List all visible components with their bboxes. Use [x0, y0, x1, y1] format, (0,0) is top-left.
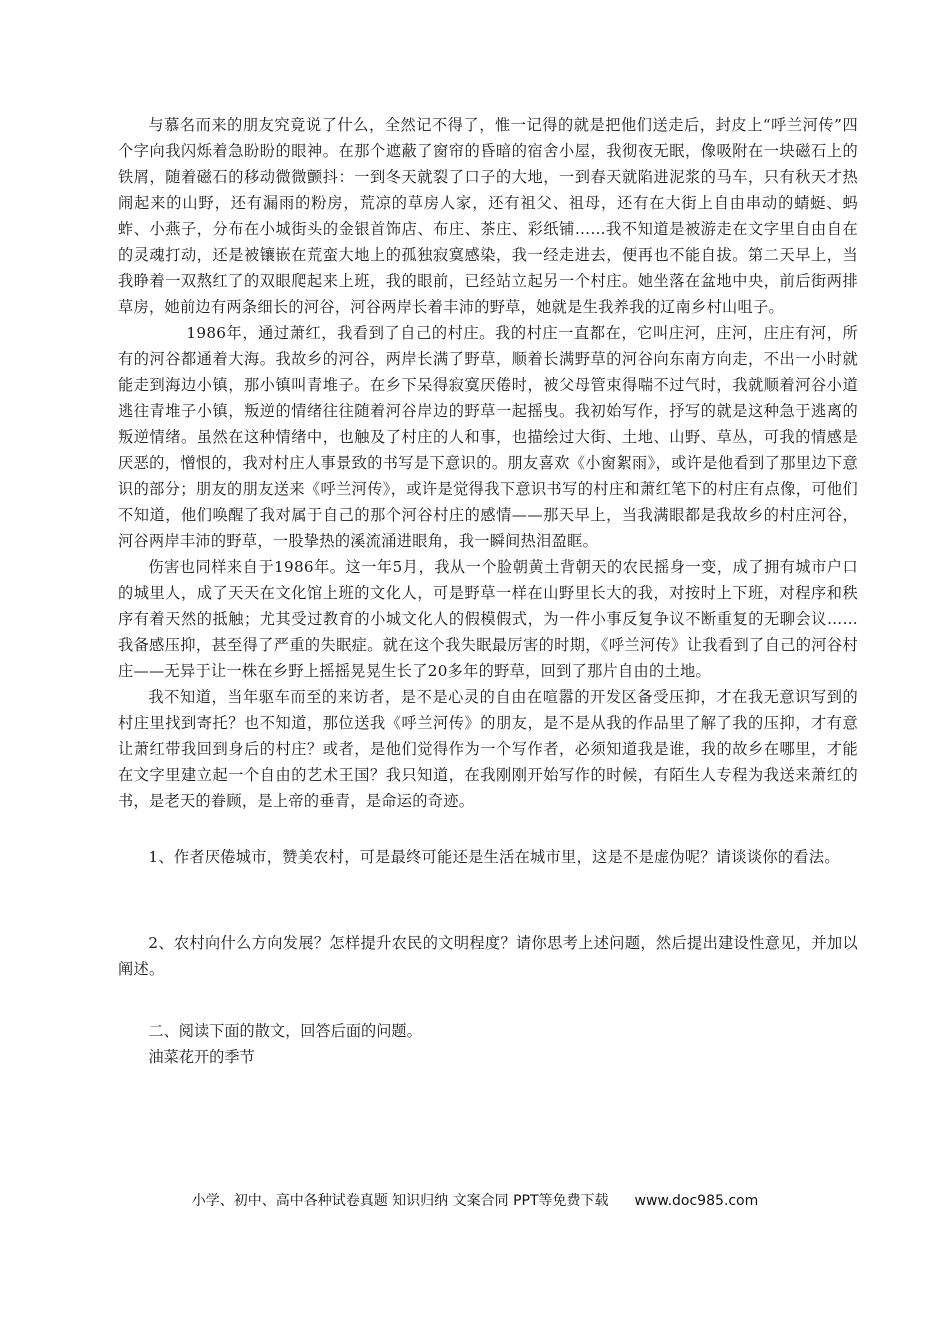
document-body: [118, 112, 858, 1070]
paragraph-3: 伤害也同样来自于1986年。这一年5月，我从一个脸朝黄土背朝天的农民摇身一变，成了拥有城市户口的城里人，成了天天在文化馆上班的文化人，可是野草一样在山野里长大的我，对按时上下班，对程序和秩序有着天然的抵触；尤其受过教育的小城文化人的假模假式，为一件小事反复争议不断重复的无聊会议……我备感压抑，甚至得了严重的失眠症。就在这个我失眠最厉害的时期，《呼兰河传》让我看到了自己的河谷村庄——无异于让一株在乡野上摇摇晃晃生长了20多年的野草，回到了那片自由的土地。: [118, 558, 858, 680]
question-1: 1、作者厌倦城市，赞美农村，可是最终可能还是生活在城市里，这是不是虚伪呢？请谈谈你的看法。: [148, 848, 840, 866]
footer-site-link[interactable]: www.doc985.com: [634, 1193, 759, 1209]
paragraph-2: 1986年，通过萧红，我看到了自己的村庄。我的村庄一直都在，它叫庄河，庄河，庄庄有河，所有的河谷都通着大海。我故乡的河谷，两岸长满了野草，顺着长满野草的河谷向东南方向走，不出一小时就能走到海边小镇，那小镇叫青堆子。在乡下呆得寂寞厌倦时，被父母管束得喘不过气时，我就顺着河谷小道逃往青堆子小镇，叛逆的情绪往往随着河谷岸边的野草一起摇曳。我初始写作，抒写的就是这种急于逃离的叛逆情绪。虽然在这种情绪中，也触及了村庄的人和事，也描绘过大街、土地、山野、草丛，可我的情感是厌恶的，憎恨的，我对村庄人事景致的书写是下意识的。朋友喜欢《小窗絮雨》，或许是他看到了那里边下意识的部分；朋友的朋友送来《呼兰河传》，或许是觉得我下意识书写的村庄和萧红笔下的村庄有点像，可他们不知道，他们唤醒了我对属于自己的那个河谷村庄的感情——那天早上，当我满眼都是我故乡的村庄河谷，河谷两岸丰沛的野草，一股挚热的溪流涌进眼角，我一瞬间热泪盈眶。: [118, 324, 858, 550]
essay-title: 油菜花开的季节: [148, 1048, 255, 1066]
footer-text: 小学、初中、高中各种试卷真题 知识归纳 文案合同 PPT等免费下载: [191, 1193, 609, 1209]
paragraph-4: 我不知道，当年驱车而至的来访者，是不是心灵的自由在喧嚣的开发区备受压抑，才在我无意识写到的村庄里找到寄托？也不知道，那位送我《呼兰河传》的朋友，是不是从我的作品里了解了我的压抑，才有意让萧红带我回到身后的村庄？或者，是他们觉得作为一个写作者，必须知道我是谁，我的故乡在哪里，才能在文字里建立起一个自由的艺术王国？我只知道，在我刚刚开始写作的时候，有陌生人专程为我送来萧红的书，是老天的眷顾，是上帝的垂青，是命运的奇迹。: [118, 688, 858, 810]
page-footer: [0, 1190, 950, 1212]
section-heading: 二、阅读下面的散文，回答后面的问题。: [148, 1022, 422, 1040]
paragraph-1: 与慕名而来的朋友究竟说了什么，全然记不得了，惟一记得的就是把他们送走后，封皮上“呼兰河传”四个字向我闪烁着急盼盼的眼神。在那个遮蔽了窗帘的昏暗的宿舍小屋，我彻夜无眠，像吸附在一块磁石上的铁屑，随着磁石的移动微微颤抖：一到冬天就裂了口子的大地，一到春天就陷进泥浆的马车，只有秋天才热闹起来的山野，还有漏雨的粉房，荒凉的草房人家，还有祖父、祖母，还有在大街上自由串动的蜻蜓、蚂蚱、小燕子，分布在小城街头的金银首饰店、布庄、茶庄、彩纸铺……我不知道是被游走在文字里自由自在的灵魂打动，还是被镶嵌在荒蛮大地上的孤独寂寞感染，我一经走进去，便再也不能自拔。第二天早上，当我睁着一双熬红了的双眼爬起来上班，我的眼前，已经站立起另一个村庄。她坐落在盆地中央，前后街两排草房，她前边有两条细长的河谷，河谷两岸长着丰沛的野草，她就是生我养我的辽南乡村山咀子。: [118, 116, 858, 316]
question-2: 2、农村向什么方向发展？怎样提升农民的文明程度？请你思考上述问题，然后提出建设性意见，并加以阐述。: [118, 934, 858, 978]
